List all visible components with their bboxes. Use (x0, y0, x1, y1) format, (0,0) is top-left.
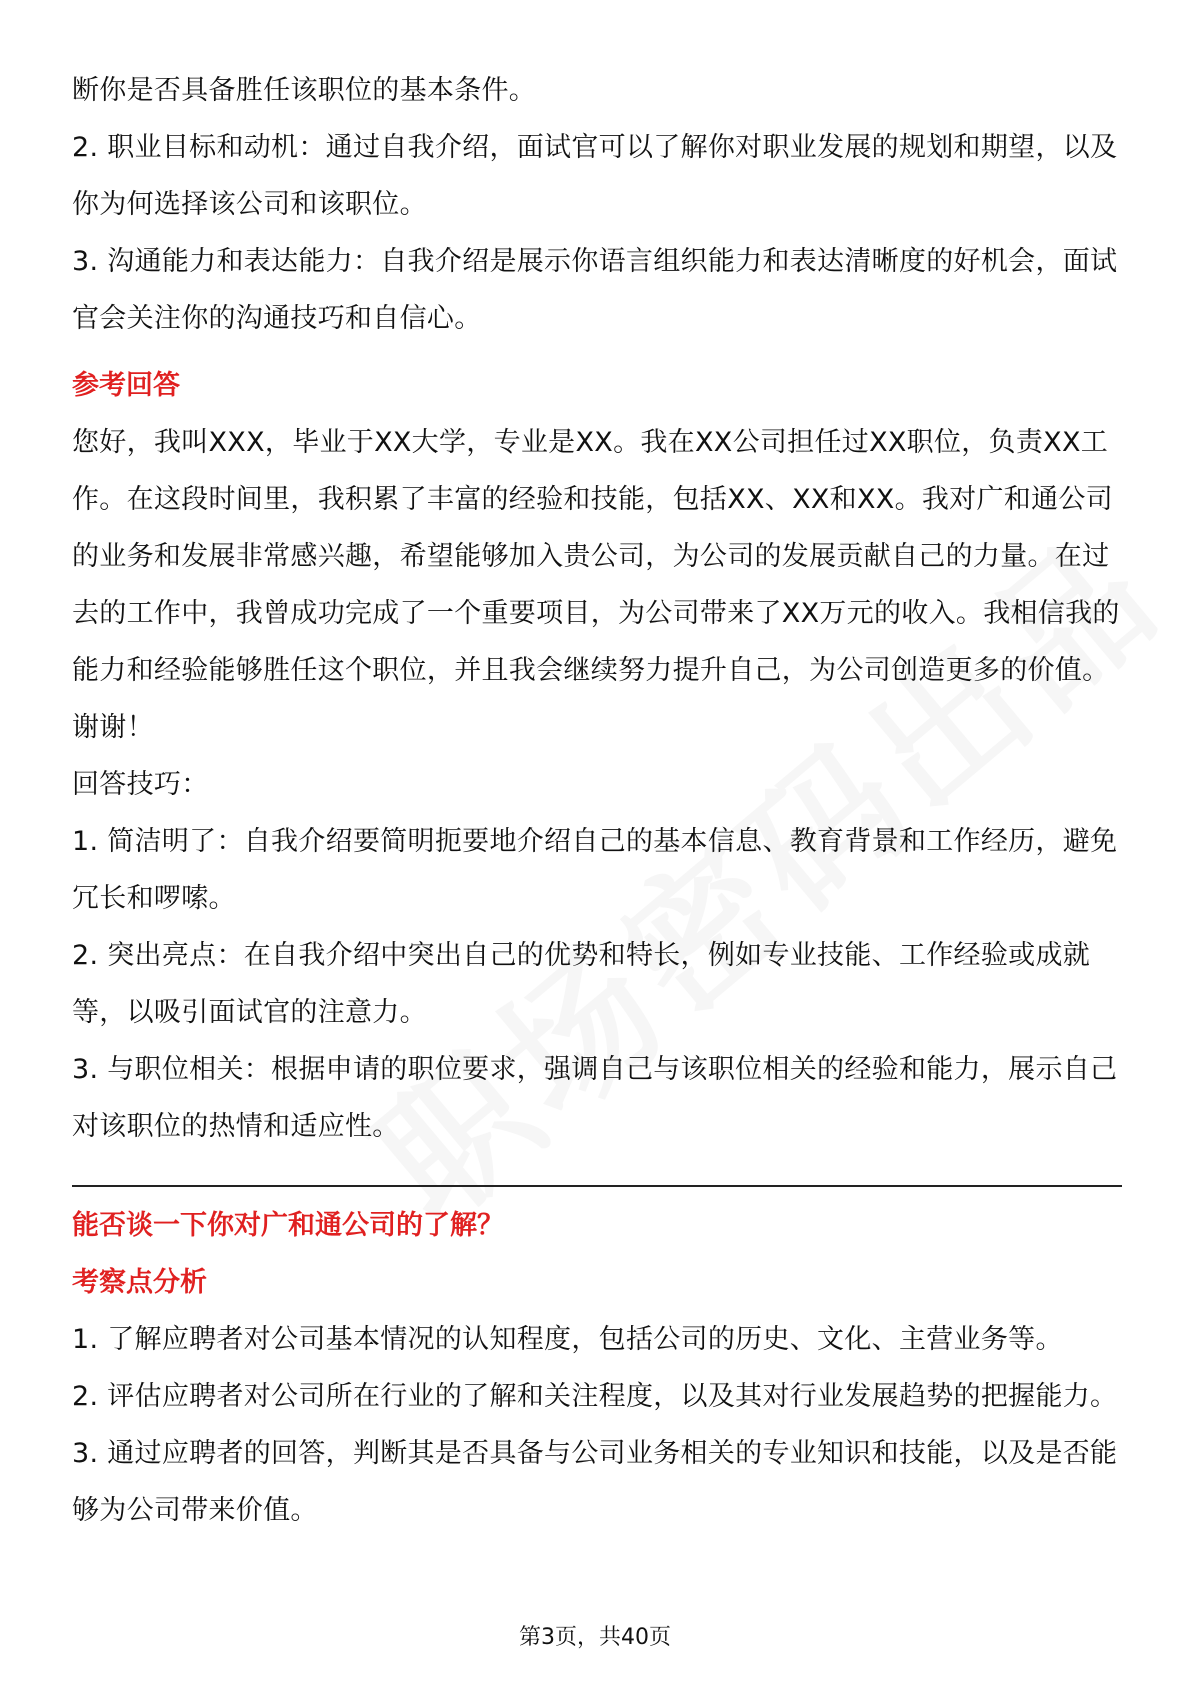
reference-answer-title: 参考回答 (72, 370, 180, 401)
document-page (72, 62, 1122, 1539)
tip-2: 2. 突出亮点：在自我介绍中突出自己的优势和特长，例如专业技能、工作经验或成就等，以吸引面试官的注意力。 (72, 940, 1091, 1028)
tip-1: 1. 简洁明了：自我介绍要简明扼要地介绍自己的基本信息、教育背景和工作经历，避免冗长和啰嗦。 (72, 826, 1118, 914)
analysis-title: 考察点分析 (72, 1267, 207, 1298)
page-number: 第3页，共40页 (519, 1625, 671, 1650)
question2-point-3: 3. 通过应聘者的回答，判断其是否具备与公司业务相关的专业知识和技能，以及是否能够为公司带来价值。 (72, 1438, 1118, 1526)
question-title: 能否谈一下你对广和通公司的了解？ (72, 1210, 504, 1241)
tip-3: 3. 与职位相关：根据申请的职位要求，强调自己与该职位相关的经验和能力，展示自己对该职位的热情和适应性。 (72, 1054, 1118, 1142)
question2-point-2: 2. 评估应聘者对公司所在行业的了解和关注程度，以及其对行业发展趋势的把握能力。 (72, 1381, 1118, 1412)
analysis-point-3: 3. 沟通能力和表达能力：自我介绍是展示你语言组织能力和表达清晰度的好机会，面试官会关注你的沟通技巧和自信心。 (72, 246, 1118, 334)
reference-answer-text: 您好，我叫XXX，毕业于XX大学，专业是XX。我在XX公司担任过XX职位，负责XX工作。在这段时间里，我积累了丰富的经验和技能，包括XX、XX和XX。我对广和通公司的业务和发展非常感兴趣，希望能够加入贵公司，为公司的发展贡献自己的力量。在过去的工作中，我曾成功完成了一个重要项目，为公司带来了XX万元的收入。我相信我的能力和经验能够胜任这个职位，并且我会继续努力提升自己，为公司创造更多的价值。谢谢！ (72, 427, 1120, 743)
tips-title: 回答技巧： (72, 769, 209, 800)
question2-point-1: 1. 了解应聘者对公司基本情况的认知程度，包括公司的历史、文化、主营业务等。 (72, 1324, 1063, 1355)
analysis-point-2: 2. 职业目标和动机：通过自我介绍，面试官可以了解你对职业发展的规划和期望，以及你为何选择该公司和该职位。 (72, 132, 1118, 220)
continuation-line: 断你是否具备胜任该职位的基本条件。 (72, 75, 537, 106)
section-divider (72, 1185, 1122, 1187)
